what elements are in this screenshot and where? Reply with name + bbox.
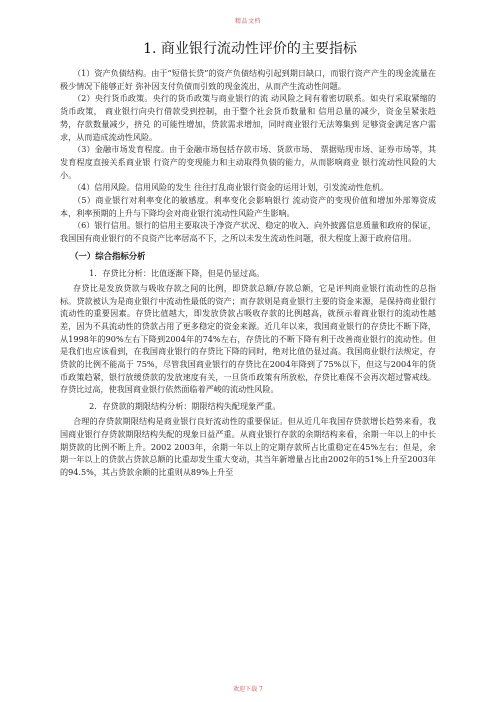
paragraph-maturity-structure: 合理的存贷款期限结构是商业银行良好流动性的重要保证。但从近几年我国存贷款增长趋势来看，我国商业银行存贷款期限结构失配的现象日益严重。从商业银行存款的余期结构来看，余期一年以上的中长期贷款的比例不断上升。2002 2003年，余期一年以上的定期存款所占比重稳定在45%左右；但是，余期一年以上的贷款占贷款总额的比重却发生重大变动，其当年新增量占比由2002年的51%上升至2003年的94.5%，其占贷款余额的比重则从89%上升至 xyxy=(60,416,436,477)
page-header: 精品文档 xyxy=(234,18,261,25)
section-heading: （一）综合指标分析 xyxy=(70,250,146,261)
paragraph-interest-rate: （5）商业银行对利率变化的敏感度。利率变化会影响银行 流动资产的变现价值和增加外部筹资成本，利率预期的上升与下降均会对商业银行流动性风险产生影响。 xyxy=(60,195,436,218)
paragraph-monetary-policy: （2）央行货币政策。央行的货币政策与商业银行的流 动风险之间有着密切联系。如央行采取紧缩的货币政策， 商业银行向央行借款受到控制，由于整个社会货币数量和 信用总量的减少，资金呈紧张趋势，存款数量减少，挤兑 的可能性增加，贷款需求增加，同时商业银行无法筹集到 足够资金满足客户需求，从而造成流动性风险。 xyxy=(60,93,436,142)
subheading-maturity-structure: 2．存贷款的期限结构分析：期限结构失配现象严重。 xyxy=(89,401,281,412)
paragraph-loan-deposit-ratio: 存贷比是发放贷款与吸收存款之间的比例，即贷款总额/存款总额，它是评判商业银行流动性的总指标。贷款被认为是商业银行中流动性最低的资产；而存款则是商业银行主要的资金来源，是保持商业银行流动性的重要因素。存贷比值越大，即发放贷款占吸收存款的比例越高，就预示着商业银行的流动性越差，因为不具流动性的贷款占用了更多稳定的资金来源。近几年以来，我国商业银行的存贷比不断下降，从1998年的90%左右下降到2004年的74%左右，存贷比的不断下降有利于改善商业银行的流动性。但是我们也应该看到，在我国商业银行的存贷比下降的同时，绝对比值仍显过高。我国商业银行法规定，存贷款的比例不能高于 75%，尽管我国商业银行的存贷比在2004年降到了75%以下，但这与2004年的货币政策趋紧，银行放缓贷款的发放速度有关，一旦货币政策有所放松，存贷比难保不会再次超过警戒线。存贷比过高，使我国商业银行依然面临着严峻的流动性风险。 xyxy=(60,282,436,395)
paragraph-financial-market: （3）金融市场发育程度。由于金融市场包括存款市场、货款市场、 票据贴现市场、证券市场等，其发育程度直接关系商业银 行资产的变现能力和主动取得负债的能力，从而影响商业 银行流动性风险的大小。 xyxy=(60,144,436,180)
subheading-loan-deposit-ratio: 1．存贷比分析：比值逐渐下降，但是仍显过高。 xyxy=(89,267,265,278)
paragraph-bank-credit: （6）银行信用。银行的信用主要取决于净资产状况、稳定的收入、向外披露信息质量和政府的保证，我国国有商业银行的不良资产比率居高不下，之所以未发生流动性问题，很大程度上源于政府信用。 xyxy=(60,220,436,244)
document-title: 1. 商业银行流动性评价的主要指标 xyxy=(143,41,357,57)
paragraph-asset-liability: （1）资产负债结构。由于“短借长贷”的资产负债结构引起到期日缺口，而银行资产产生的现金流量在极少情况下能够正好 弥补因支付负债而引致的现金流出，从而产生流动性问题。 xyxy=(60,68,436,91)
document-body xyxy=(60,67,436,479)
page-footer: 欢迎下载 7 xyxy=(233,686,263,693)
paragraph-credit-risk: （4）信用风险。信用风险的发生 往往打乱商业银行资金的运用计划，引发流动性危机。 xyxy=(72,182,389,193)
